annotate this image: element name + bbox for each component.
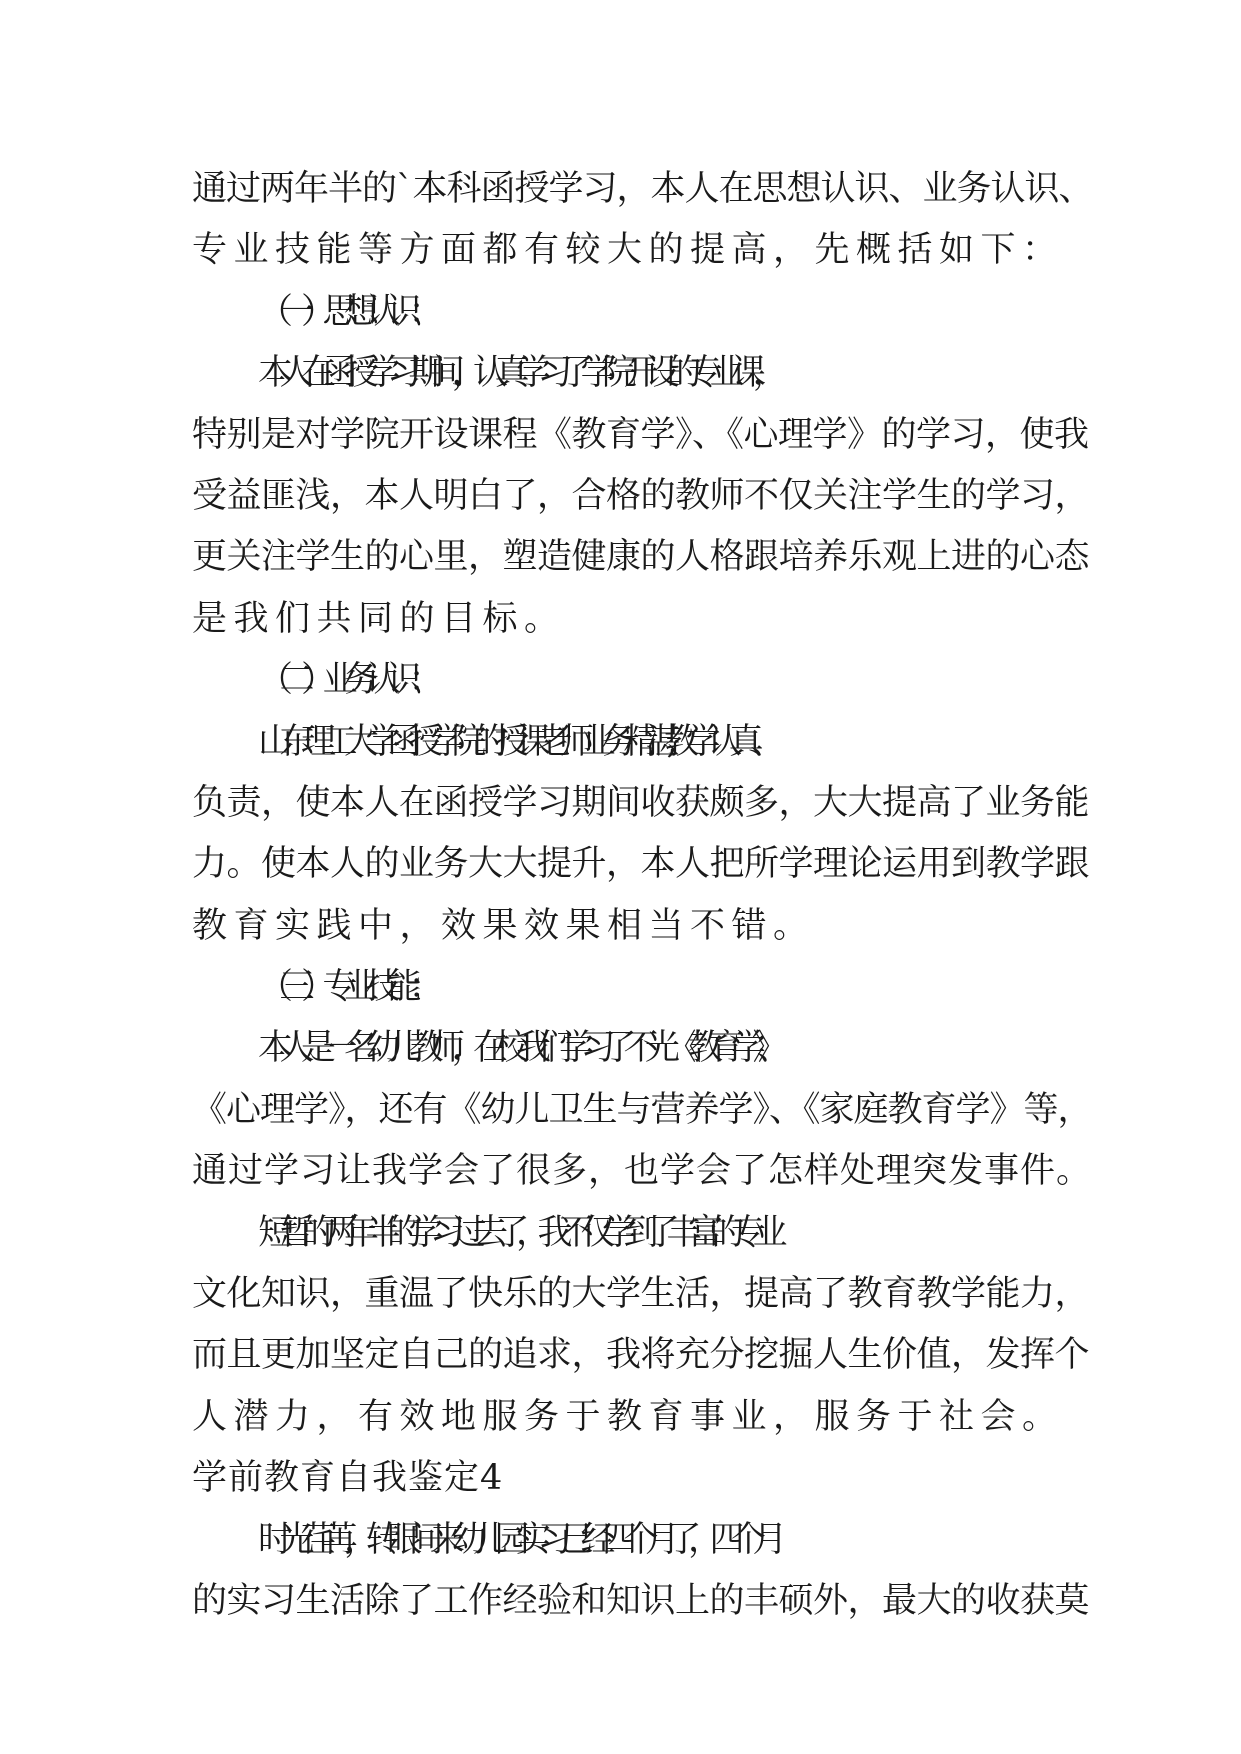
paragraph-line: 人潜力，有效地服务于教育事业，服务于社会。 [192,1396,1064,1437]
paragraph-line: 力。使本人的业务大大提升，本人把所学理论运用到教学跟 [192,844,1090,885]
paragraph-line: 更关注学生的心里，塑造健康的人格跟培养乐观上进的心态 [192,537,1090,578]
paragraph-line: 时光荏苒，转眼间来幼儿园实习已经四个月了，四个月 [258,1519,775,1560]
section-heading: （一）思想认识： [258,291,431,332]
paragraph-line: 负责，使本人在函授学习期间收获颇多，大大提高了业务能 [192,782,1090,823]
paragraph-line: 的实习生活除了工作经验和知识上的丰硕外，最大的收获莫 [192,1580,1090,1621]
section-heading: （二）业务认识： [258,660,431,701]
paragraph-line: 《心理学》，还有《幼儿卫生与营养学》、《家庭教育学》等， [192,1089,1092,1130]
paragraph-line: 教育实践中，效果效果相当不错。 [192,905,815,946]
paragraph-line: 而且更加坚定自己的追求，我将充分挖掘人生价值，发挥个 [192,1335,1090,1376]
paragraph-line: 文化知识，重温了快乐的大学生活，提高了教育教学能力， [192,1274,1090,1315]
paragraph-line: 专业技能等方面都有较大的提高，先概括如下： [192,230,1064,271]
document-title: 学前教育自我鉴定4 [192,1458,504,1499]
paragraph-line: 受益匪浅，本人明白了，合格的教师不仅关注学生的学习， [192,475,1090,516]
paragraph-line: 本人是一名幼儿教师，在校我们学习了不光《教育学》、 [258,1028,779,1069]
paragraph-line: 短暂的两年半的学习过去了，我不仅学到了丰富的专业 [258,1212,775,1253]
document-body [192,159,1092,1632]
paragraph-line: 山东理工大学函授学院的授课老师业务精湛,教学认真、 [258,721,772,762]
paragraph-line: 通过两年半的`本科函授学习，本人在思想认识、业务认识、 [192,169,1093,209]
paragraph-line: 特别是对学院开设课程《教育学》、《心理学》的学习，使我 [192,414,1089,455]
paragraph-line: 是我们共同的目标。 [192,598,566,639]
section-heading: （三）专业技能： [258,967,431,1008]
paragraph-line: 通过学习让我学会了很多，也学会了怎样处理突发事件。 [192,1151,1093,1192]
paragraph-line: 本人在函授学习期间，认真学习了学院开设的专业课， [258,353,775,394]
